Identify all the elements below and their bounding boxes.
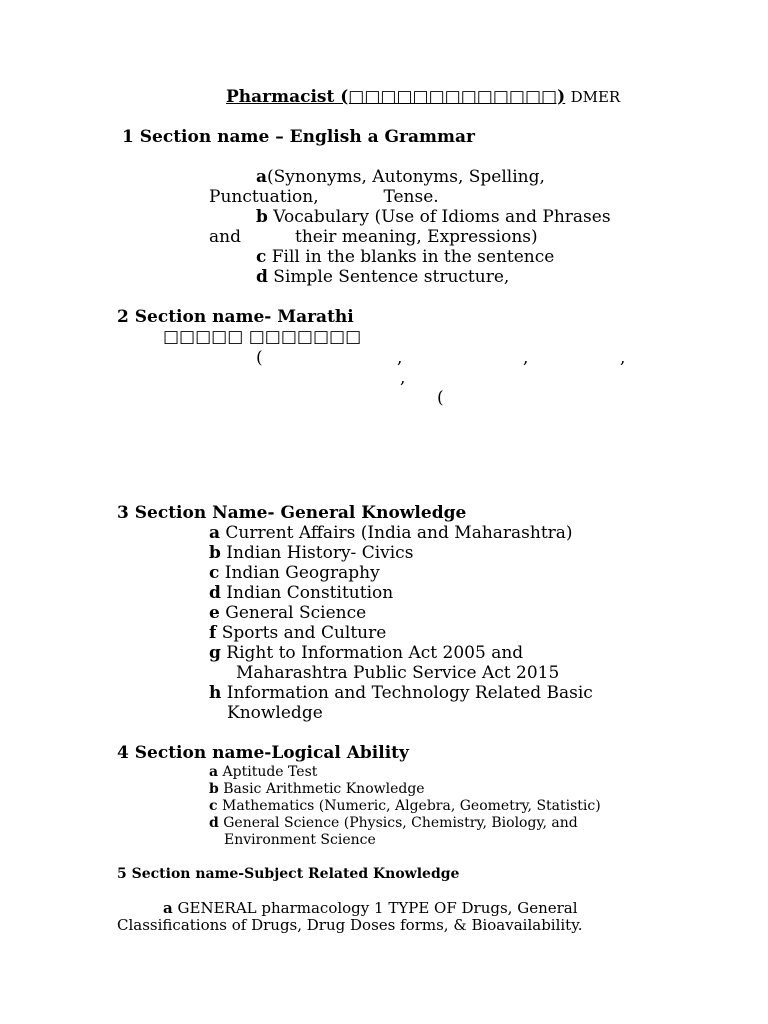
s5-item-a — [163, 899, 578, 917]
s4-item — [209, 764, 317, 781]
item-text: General Science (Physics, Chemistry, Biology, and — [223, 815, 578, 831]
s2-comma-2: , — [523, 348, 529, 368]
item-letter: a — [209, 764, 219, 780]
title-suffix: DMER — [570, 88, 621, 106]
item-text: Fill in the blanks in the sentence — [271, 247, 555, 267]
s1-item-b — [256, 207, 611, 227]
s1-item-a-cont: Punctuation, Tense. — [209, 187, 439, 207]
s3-item-g-cont: Maharashtra Public Service Act 2015 — [236, 663, 560, 683]
item-letter: a — [256, 167, 268, 187]
s3-item — [209, 563, 380, 583]
item-text: General Science — [225, 603, 367, 623]
item-letter: h — [209, 683, 222, 703]
s1-item-d — [256, 267, 509, 287]
item-text: Basic Arithmetic Knowledge — [223, 781, 425, 797]
section-1-heading: 1 Section name – English a Grammar — [122, 127, 475, 147]
s5-item-a-cont: Classifications of Drugs, Drug Doses forms, & Bioavailability. — [117, 916, 583, 934]
s2-comma-4: , — [400, 368, 406, 388]
s3-item — [209, 583, 393, 603]
item-text: Indian Geography — [224, 563, 380, 583]
item-letter: b — [209, 543, 221, 563]
item-text: Right to Information Act 2005 and — [226, 643, 524, 663]
s3-item — [209, 523, 573, 543]
item-text: Indian History- Civics — [226, 543, 414, 563]
s2-comma-1: , — [397, 348, 403, 368]
item-text: Aptitude Test — [222, 764, 318, 780]
item-letter: a — [209, 523, 221, 543]
item-letter: b — [209, 781, 219, 797]
s1-item-b-cont: and their meaning, Expressions) — [209, 227, 538, 247]
s2-paren-2: ( — [437, 388, 444, 408]
item-letter: c — [209, 798, 218, 814]
section-4-heading: 4 Section name-Logical Ability — [117, 743, 409, 763]
s4-item-d-cont: Environment Science — [224, 832, 376, 848]
s2-comma-3: , — [620, 348, 626, 368]
s3-item — [209, 623, 386, 643]
item-text: (Synonyms, Autonyms, Spelling, — [267, 167, 545, 187]
item-letter: e — [209, 603, 220, 623]
item-text: Indian Constitution — [226, 583, 394, 603]
s3-item — [209, 643, 523, 663]
s3-item — [209, 603, 366, 623]
section-3-heading: 3 Section Name- General Knowledge — [117, 503, 467, 523]
item-letter: a — [163, 899, 173, 917]
item-letter: b — [256, 207, 268, 227]
section-2-heading: 2 Section name- Marathi — [117, 307, 354, 327]
s2-subtitle: □□□□□ □□□□□□□ — [163, 327, 362, 347]
item-text: Current Affairs (India and Maharashtra) — [225, 523, 573, 543]
item-letter: g — [209, 643, 221, 663]
s4-item — [209, 781, 425, 798]
item-text: Information and Technology Related Basic — [226, 683, 593, 703]
item-letter: d — [209, 583, 221, 603]
page-title — [226, 87, 620, 107]
title-main: Pharmacist (□□□□□□□□□□□□□) — [226, 87, 566, 107]
s4-item — [209, 815, 578, 832]
item-letter: c — [209, 563, 220, 583]
s3-item — [209, 683, 593, 703]
item-text: Sports and Culture — [221, 623, 387, 643]
item-text: Vocabulary (Use of Idioms and Phrases — [273, 207, 611, 227]
item-letter: c — [256, 247, 267, 267]
item-text: GENERAL pharmacology 1 TYPE OF Drugs, General — [177, 899, 578, 917]
s4-item — [209, 798, 601, 815]
item-letter: d — [209, 815, 219, 831]
item-text: Mathematics (Numeric, Algebra, Geometry, Statistic) — [221, 798, 601, 814]
s3-item-h-cont: Knowledge — [227, 703, 323, 723]
s1-item-c — [256, 247, 554, 267]
item-letter: d — [256, 267, 268, 287]
item-letter: f — [209, 623, 217, 643]
item-text: Simple Sentence structure, — [273, 267, 510, 287]
s2-paren-1: ( — [256, 348, 263, 368]
section-5-heading: 5 Section name-Subject Related Knowledge — [117, 866, 460, 882]
s1-item-a — [256, 167, 545, 187]
s3-item — [209, 543, 413, 563]
